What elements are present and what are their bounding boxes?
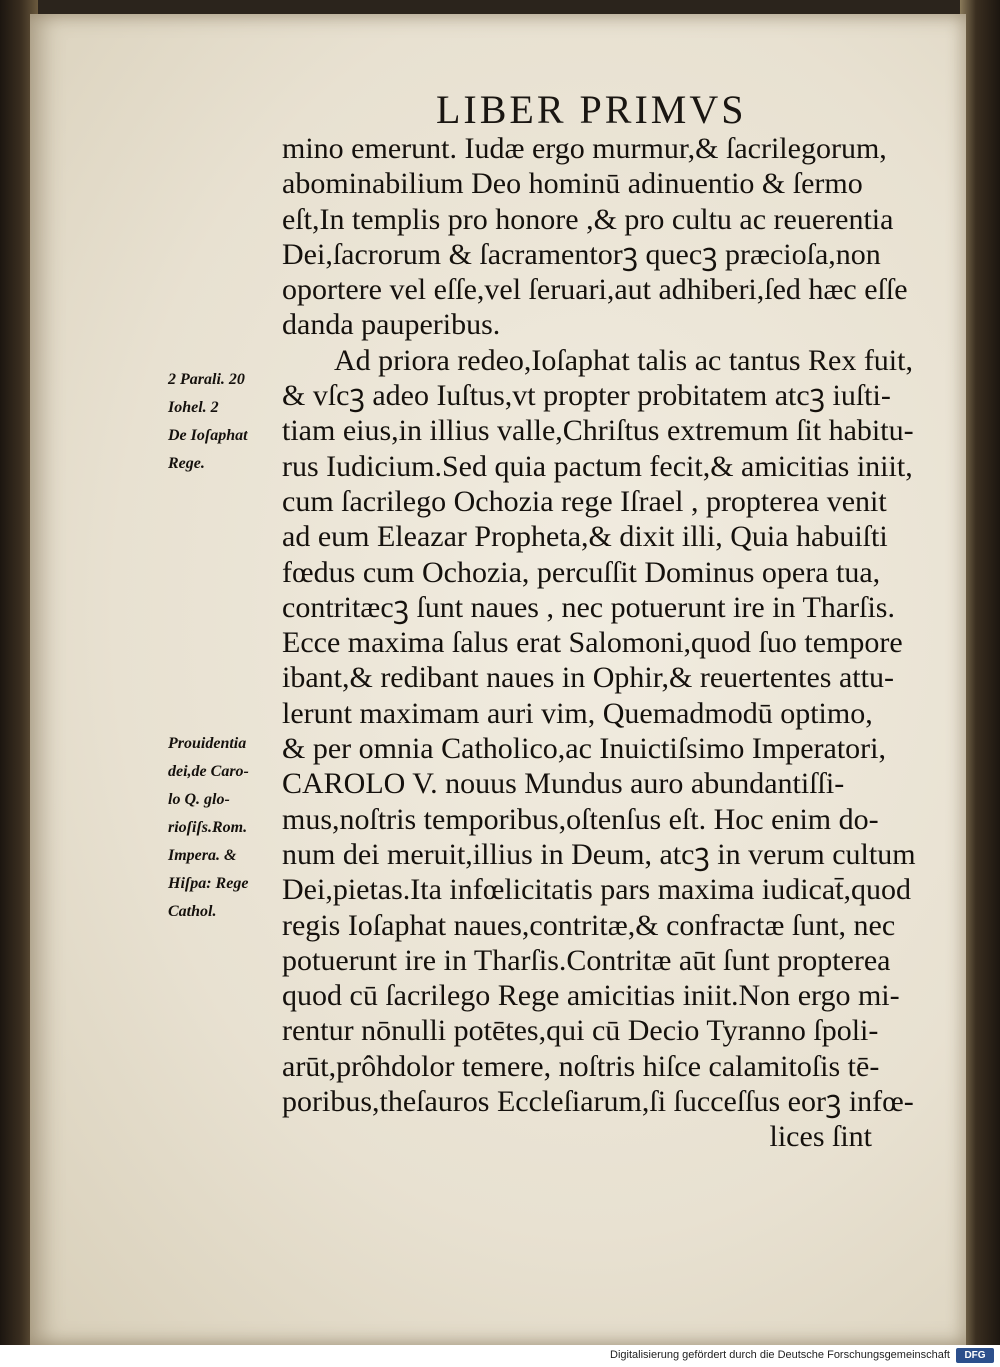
running-title: LIBER PRIMVS bbox=[436, 87, 747, 132]
text-line: mino emerunt. Iudæ ergo murmur,& ſacrilegorum, bbox=[282, 132, 887, 165]
catchword: lices ſint bbox=[769, 1120, 872, 1154]
text-line: oportere vel eſſe,vel ſeruari,aut adhiberi,ſed hæc eſſe bbox=[282, 273, 908, 307]
text-line: num dei meruit,illius in Deum, atcꝫ in verum cultum bbox=[282, 837, 916, 871]
text-line: lerunt maximam auri vim, Quemadmodū optimo, bbox=[282, 696, 873, 730]
text-line: fœdus cum Ochozia, percuſſit Dominus opera tua, bbox=[282, 555, 881, 589]
text-line: eſt,In templis pro honore ,& pro cultu ac reuerentia bbox=[282, 202, 894, 236]
text-line: cum ſacrilego Ochozia rege Iſrael , propterea venit bbox=[282, 484, 887, 518]
text-line: Dei,pietas.Ita infœlicitatis pars maxima iudicat̄,quod bbox=[282, 873, 911, 907]
text-line: Ad priora redeo,Ioſaphat talis ac tantus Rex fuit, bbox=[334, 343, 913, 377]
text-line: danda pauperibus. bbox=[282, 308, 501, 342]
margin-note-line: Iohel. 2 bbox=[168, 399, 219, 416]
dfg-logo: DFG bbox=[956, 1348, 994, 1363]
book-edge-right bbox=[960, 0, 1000, 1345]
margin-note-line: rioſiſs.Rom. bbox=[168, 819, 248, 836]
text-line: ibant,& redibant naues in Ophir,& reuertentes attu- bbox=[282, 661, 894, 695]
margin-note-line: Hiſpa: Rege bbox=[168, 875, 249, 892]
margin-note-line: Impera. & bbox=[168, 847, 237, 864]
text-line: rentur nōnulli potētes,qui cū Decio Tyranno ſpoli- bbox=[282, 1014, 879, 1048]
text-line: Dei,ſacrorum & ſacramentorꝫ quecꝫ præcioſa,non bbox=[282, 237, 881, 271]
margin-note-line: De Ioſaphat bbox=[168, 427, 248, 444]
text-line: tiam eius,in illius valle,Chriſtus extremum ſit habitu- bbox=[282, 414, 914, 448]
text-line: quod cū ſacrilego Rege amicitias iniit.Non ergo mi- bbox=[282, 979, 900, 1013]
margin-note-line: lo Q. glo- bbox=[168, 791, 230, 808]
text-line: abominabilium Deo hominū adinuentio & ſermo bbox=[282, 167, 863, 201]
text-line: regis Ioſaphat naues,contritæ,& confractæ ſunt, nec bbox=[282, 908, 896, 942]
text-line: CAROLO V. nouus Mundus auro abundantiſſi- bbox=[282, 767, 845, 801]
text-line: & vſcꝫ adeo Iuſtus,vt propter probitatem atcꝫ iuſti- bbox=[282, 379, 891, 413]
text-line: & per omnia Catholico,ac Inuictiſsimo Imperatori, bbox=[282, 732, 886, 766]
text-line: potuerunt ire in Tharſis.Contritæ aūt ſunt propterea bbox=[282, 943, 891, 977]
margin-note-line: dei,de Caro- bbox=[168, 763, 249, 780]
margin-note-line: Prouidentia bbox=[168, 735, 247, 752]
text-line: contritæcꝫ ſunt naues , nec potuerunt ire in Tharſis. bbox=[282, 590, 895, 624]
text-line: mus,noſtris temporibus,oſtenſus eſt. Hoc enim do- bbox=[282, 802, 879, 836]
margin-note-2 bbox=[168, 730, 274, 926]
main-text-block bbox=[282, 131, 932, 1155]
text-line: rus Iudicium.Sed quia pactum fecit,& amicitias iniit, bbox=[282, 449, 913, 483]
text-line: Ecce maxima ſalus erat Salomoni,quod ſuo tempore bbox=[282, 626, 903, 660]
footer-credit: Digitalisierung gefördert durch die Deutsche Forschungsgemeinschaft bbox=[610, 1349, 950, 1361]
text-line: ad eum Eleazar Propheta,& dixit illi, Quia habuiſti bbox=[282, 520, 888, 554]
digitization-footer bbox=[0, 1345, 1000, 1367]
margin-note-1 bbox=[168, 366, 274, 478]
text-line: arūt,prôhdolor temere, noſtris hiſce calamitoſis tē- bbox=[282, 1049, 880, 1083]
margin-note-line: Cathol. bbox=[168, 903, 217, 920]
margin-note-line: 2 Parali. 20 bbox=[168, 371, 245, 388]
text-line: poribus,theſauros Eccleſiarum,ſi ſucceſſus eorꝫ infœ- bbox=[282, 1085, 914, 1119]
margin-note-line: Rege. bbox=[168, 455, 205, 472]
